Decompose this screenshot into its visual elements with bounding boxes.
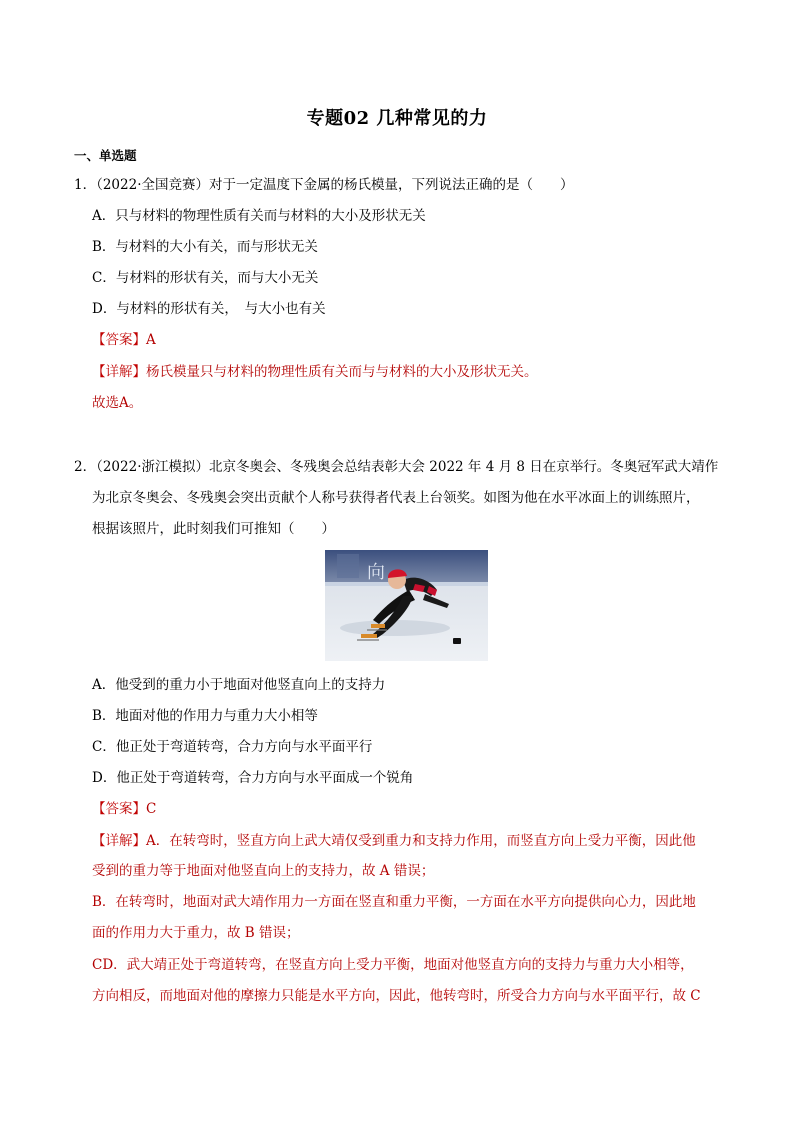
q1-stem: 1．（2022·全国竞赛）对于一定温度下金属的杨氏模量，下列说法正确的是（ ） bbox=[74, 177, 574, 193]
speed-skater-photo bbox=[325, 550, 488, 661]
q2-stem-line-2: 为北京冬奥会、冬残奥会突出贡献个人称号获得者代表上台领奖。如图为他在水平冰面上的训练照片， bbox=[92, 490, 700, 506]
q1-detail-text: 杨氏模量只与材料的物理性质有关而与与材料的大小及形状无关。 bbox=[146, 364, 538, 380]
q2-detail-line-2: B．在转弯时，地面对武大靖作用力一方面在竖直和重力平衡，一方面在水平方向提供向心力，因此地 bbox=[92, 894, 696, 910]
q1-detail-tag: 【详解】 bbox=[92, 364, 146, 380]
q2-detail-line-4: CD．武大靖正处于弯道转弯，在竖直方向上受力平衡，地面对他竖直方向的支持力与重力大小相等， bbox=[92, 957, 694, 973]
q1-option-c: C．与材料的形状有关，而与大小无关 bbox=[92, 270, 319, 286]
q2-answer-value: C bbox=[146, 801, 157, 817]
q1-conclusion: 故选A。 bbox=[92, 395, 143, 411]
page-title: 专题02 几种常见的力 bbox=[306, 108, 488, 129]
q2-option-d: D．他正处于弯道转弯，合力方向与水平面成一个锐角 bbox=[92, 770, 414, 786]
wall-text: 向 bbox=[367, 562, 385, 583]
section-heading: 一、单选题 bbox=[74, 148, 137, 163]
q2-detail-line-5: 方向相反，而地面对他的摩擦力只能是水平方向，因此，他转弯时，所受合力方向与水平面平行，故 C bbox=[92, 988, 701, 1004]
q1-answer-value: A bbox=[146, 332, 156, 348]
q2-stem-line-3: 根据该照片，此时刻我们可推知（ ） bbox=[92, 521, 335, 537]
q2-option-c: C．他正处于弯道转弯，合力方向与水平面平行 bbox=[92, 739, 373, 755]
q2-stem-line-1: 2．（2022·浙江模拟）北京冬奥会、冬残奥会总结表彰大会 2022 年 4 月 8 日在京举行。冬奥冠军武大靖作 bbox=[74, 459, 719, 475]
q1-option-b: B．与材料的大小有关，而与形状无关 bbox=[92, 239, 318, 255]
q1-detail bbox=[92, 363, 538, 381]
q2-detail-line-1: 受到的重力等于地面对他竖直向上的支持力，故 A 错误； bbox=[92, 863, 435, 879]
q2-option-b: B．地面对他的作用力与重力大小相等 bbox=[92, 708, 318, 724]
q1-option-a: A．只与材料的物理性质有关而与材料的大小及形状无关 bbox=[92, 208, 426, 224]
q2-detail bbox=[92, 832, 696, 850]
q2-answer bbox=[92, 800, 156, 818]
q1-answer bbox=[92, 331, 156, 349]
q1-option-d: D．与材料的形状有关， 与大小也有关 bbox=[92, 301, 326, 317]
q2-detail-tag: 【详解】 bbox=[92, 833, 146, 849]
q2-detail-line-3: 面的作用力大于重力，故 B 错误； bbox=[92, 925, 300, 941]
q2-answer-tag: 【答案】 bbox=[92, 801, 146, 817]
q2-option-a: A．他受到的重力小于地面对他竖直向上的支持力 bbox=[92, 677, 386, 693]
q1-answer-tag: 【答案】 bbox=[92, 332, 146, 348]
q2-detail-first: A．在转弯时，竖直方向上武大靖仅受到重力和支持力作用，而竖直方向上受力平衡，因此他 bbox=[146, 833, 696, 849]
